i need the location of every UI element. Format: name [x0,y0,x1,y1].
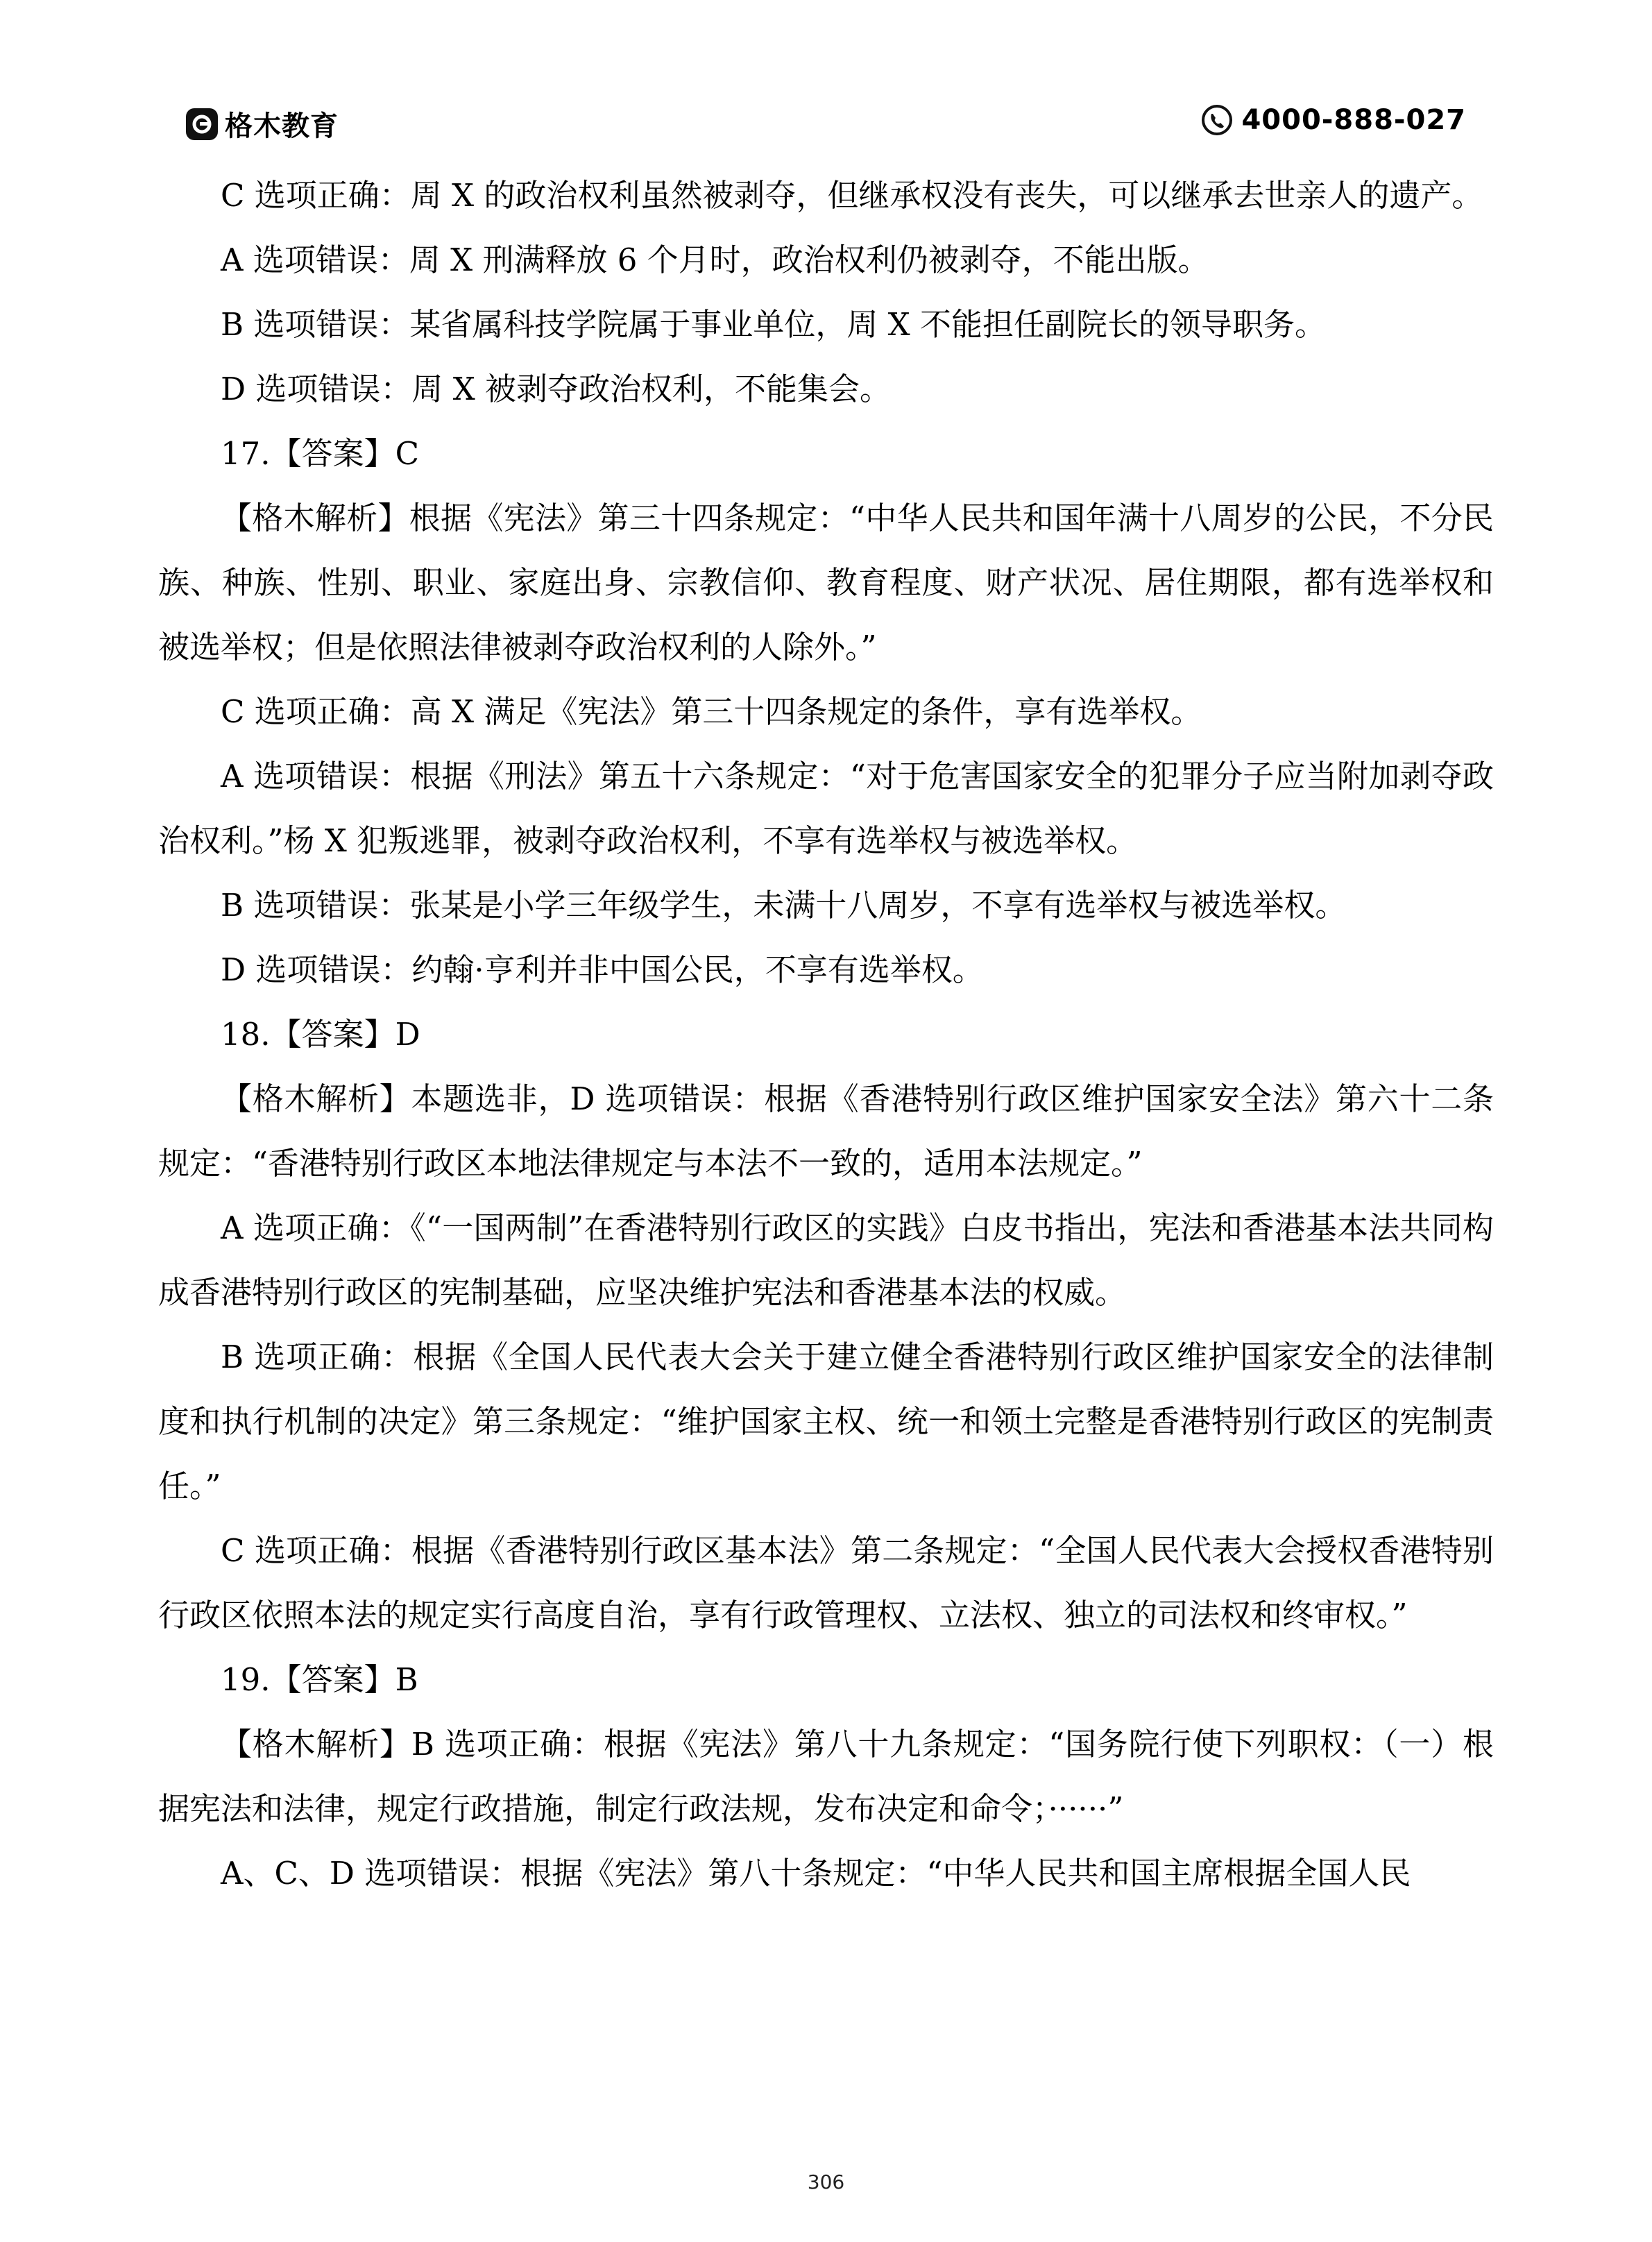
phone-icon [1201,104,1233,136]
paragraph: A 选项错误：周 X 刑满释放 6 个月时，政治权利仍被剥夺，不能出版。 [221,241,1209,278]
paragraph: 【格木解析】本题选非，D 选项错误：根据《香港特别行政区维护国家安全法》第六十二条规定：“香港特别行政区本地法律规定与本法不一致的，适用本法规定。” [158,1080,1494,1182]
document-body [158,163,1494,1905]
paragraph: D 选项错误：约翰·亨利并非中国公民，不享有选举权。 [221,951,984,988]
paragraph: D 选项错误：周 X 被剥夺政治权利，不能集会。 [221,371,892,407]
paragraph: 【格木解析】根据《宪法》第三十四条规定：“中华人民共和国年满十八周岁的公民，不分民族、种族、性别、职业、家庭出身、宗教信仰、教育程度、财产状况、居住期限，都有选举权和被选举权；但是依照法律被剥夺政治权利的人除外。” [158,500,1494,665]
logo-text: 格木教育 [225,110,339,142]
page-header [186,104,1466,146]
phone-number: 4000-888-027 [1241,104,1466,136]
brand-logo [186,104,339,144]
paragraph: A 选项错误：根据《刑法》第五十六条规定：“对于危害国家安全的犯罪分子应当附加剥夺政治权利。”杨 X 犯叛逃罪，被剥夺政治权利，不享有选举权与被选举权。 [158,758,1494,859]
paragraph: A 选项正确：《“一国两制”在香港特别行政区的实践》白皮书指出，宪法和香港基本法共同构成香港特别行政区的宪制基础，应坚决维护宪法和香港基本法的权威。 [158,1209,1494,1311]
paragraph: B 选项正确：根据《全国人民代表大会关于建立健全香港特别行政区维护国家安全的法律制度和执行机制的决定》第三条规定：“维护国家主权、统一和领土完整是香港特别行政区的宪制责任。” [158,1339,1494,1504]
paragraph: 【格木解析】B 选项正确：根据《宪法》第八十九条规定：“国务院行使下列职权：（一）根据宪法和法律，规定行政措施，制定行政法规，发布决定和命令；······” [158,1726,1494,1827]
paragraph: C 选项正确：根据《香港特别行政区基本法》第二条规定：“全国人民代表大会授权香港特别行政区依照本法的规定实行高度自治，享有行政管理权、立法权、独立的司法权和终审权。” [158,1532,1494,1633]
answer-heading: 19.【答案】B [221,1661,418,1698]
paragraph: B 选项错误：某省属科技学院属于事业单位，周 X 不能担任副院长的领导职务。 [221,306,1327,343]
answer-heading: 18.【答案】D [221,1016,420,1053]
paragraph: A、C、D 选项错误：根据《宪法》第八十条规定：“中华人民共和国主席根据全国人民 [221,1855,1411,1892]
answer-heading: 17.【答案】C [221,435,419,472]
logo-mark-icon [186,108,218,140]
paragraph: C 选项正确：周 X 的政治权利虽然被剥夺，但继承权没有丧失，可以继承去世亲人的遗产。 [221,177,1483,214]
hotline [1201,104,1466,136]
paragraph: B 选项错误：张某是小学三年级学生，未满十八周岁，不享有选举权与被选举权。 [221,887,1347,924]
page-number: 306 [807,2171,845,2193]
paragraph: C 选项正确：高 X 满足《宪法》第三十四条规定的条件，享有选举权。 [221,693,1202,730]
